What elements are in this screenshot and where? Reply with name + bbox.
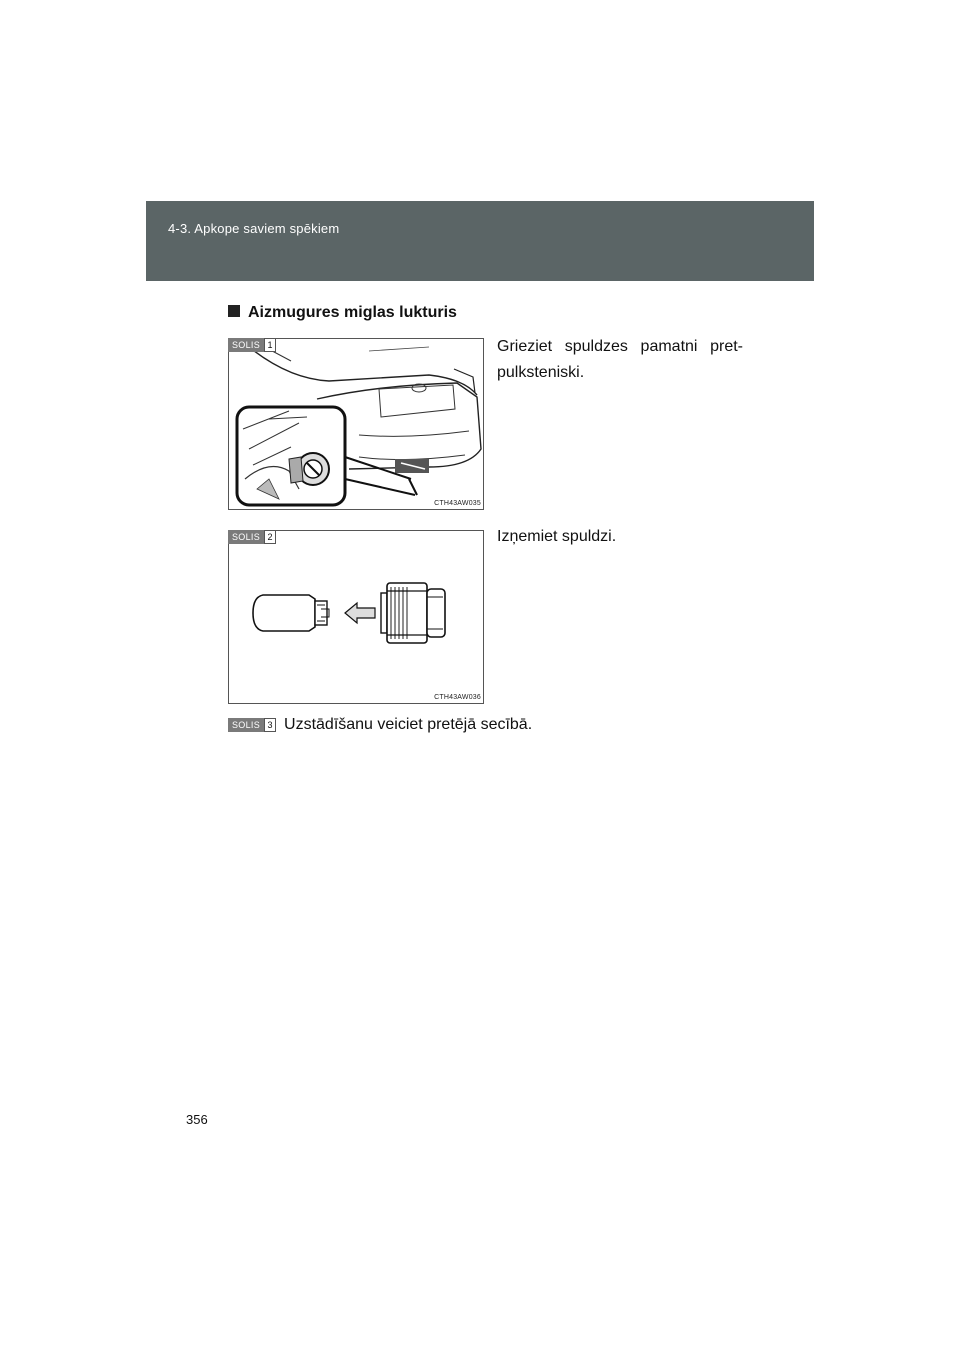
step-2-text: Izņemiet spuldzi. [497, 528, 617, 545]
figure-step-1 [228, 338, 484, 510]
step-number: 1 [264, 338, 276, 352]
step-3-text: Uzstādīšanu veiciet pretējā secībā. [284, 716, 533, 733]
step-2-badge [228, 530, 276, 544]
step-3 [228, 716, 532, 734]
figure-step-2 [228, 530, 484, 704]
bulb-removal-illustration [229, 531, 485, 705]
step-1-text: Grieziet spuldzes pamatni pret-pulksteniski. [497, 338, 743, 381]
step-label: SOLIS [228, 530, 264, 544]
step-label: SOLIS [228, 338, 264, 352]
step-label: SOLIS [228, 718, 264, 732]
figure-code: CTH43AW035 [434, 500, 481, 507]
step-3-badge [228, 718, 276, 732]
page-number: 356 [186, 1112, 208, 1127]
section-title [228, 304, 457, 322]
step-number: 3 [264, 718, 276, 732]
section-title-text: Aizmugures miglas lukturis [248, 304, 457, 321]
header-band [146, 201, 814, 281]
figure-code: CTH43AW036 [434, 694, 481, 701]
step-1-badge [228, 338, 276, 352]
section-breadcrumb: 4-3. Apkope saviem spēkiem [168, 221, 340, 236]
bullet-square-icon [228, 305, 240, 317]
step-number: 2 [264, 530, 276, 544]
car-rear-illustration [229, 339, 485, 511]
